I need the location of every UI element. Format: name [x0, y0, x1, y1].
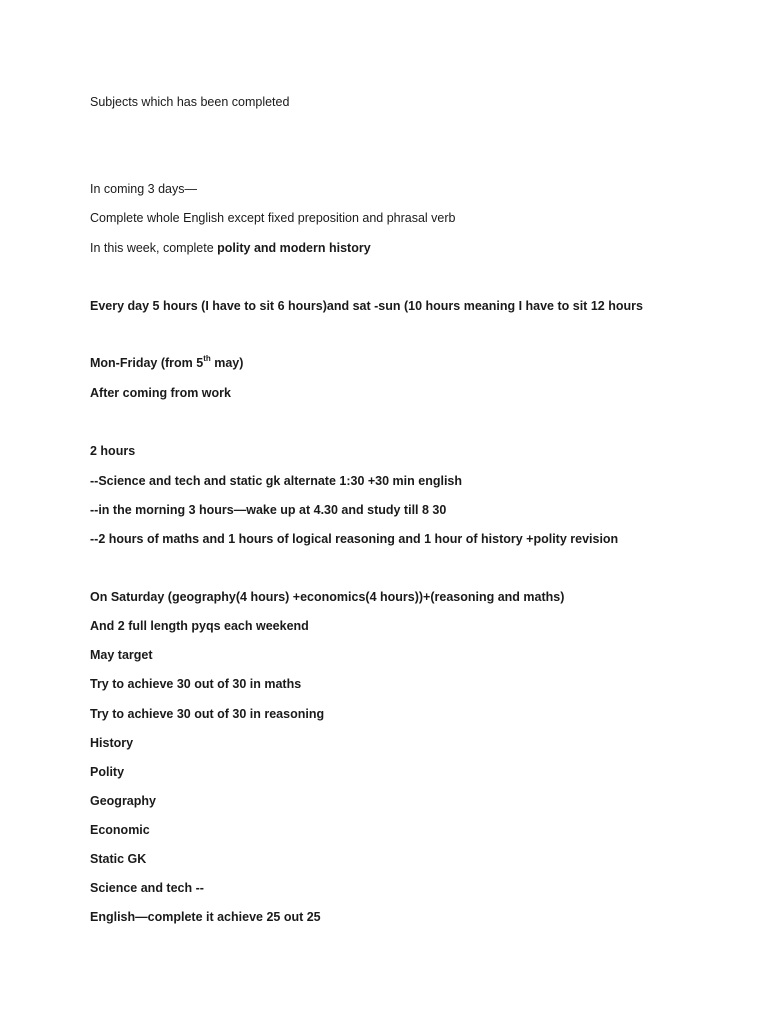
target-item: Economic	[90, 823, 150, 837]
target-item: English—complete it achieve 25 out 25	[90, 910, 321, 924]
mon-friday-sup: th	[203, 353, 211, 363]
target-item: Science and tech --	[90, 881, 204, 895]
english-task-line: Complete whole English except fixed preposition and phrasal verb	[90, 211, 456, 225]
week-task-prefix: In this week, complete	[90, 241, 218, 255]
target-item: Try to achieve 30 out of 30 in reasoning	[90, 707, 325, 721]
target-item: Geography	[90, 794, 156, 808]
mon-friday-suffix: may)	[210, 356, 244, 370]
mon-friday-line	[90, 355, 243, 371]
everyday-hours-line: Every day 5 hours (I have to sit 6 hours)and sat -sun (10 hours meaning I have to sit 12 hours	[90, 299, 643, 313]
saturday-line: On Saturday (geography(4 hours) +economics(4 hours))+(reasoning and maths)	[90, 590, 565, 604]
mon-friday-prefix: Mon-Friday (from 5	[90, 356, 204, 370]
pyqs-line: And 2 full length pyqs each weekend	[90, 619, 309, 633]
week-task-line	[90, 240, 371, 256]
plan-line: --2 hours of maths and 1 hours of logical reasoning and 1 hour of history +polity revision	[90, 532, 619, 546]
target-item: Static GK	[90, 852, 147, 866]
coming-days-line: In coming 3 days—	[90, 182, 197, 196]
two-hours-line: 2 hours	[90, 444, 136, 458]
after-work-line: After coming from work	[90, 386, 231, 400]
plan-line: --in the morning 3 hours—wake up at 4.30 and study till 8 30	[90, 503, 447, 517]
target-item: Try to achieve 30 out of 30 in maths	[90, 677, 302, 691]
target-item: History	[90, 736, 134, 750]
week-task-bold: polity and modern history	[217, 241, 371, 255]
target-item: Polity	[90, 765, 125, 779]
heading-completed-subjects: Subjects which has been completed	[90, 95, 290, 109]
plan-line: --Science and tech and static gk alternate 1:30 +30 min english	[90, 474, 463, 488]
may-target-heading: May target	[90, 648, 153, 662]
